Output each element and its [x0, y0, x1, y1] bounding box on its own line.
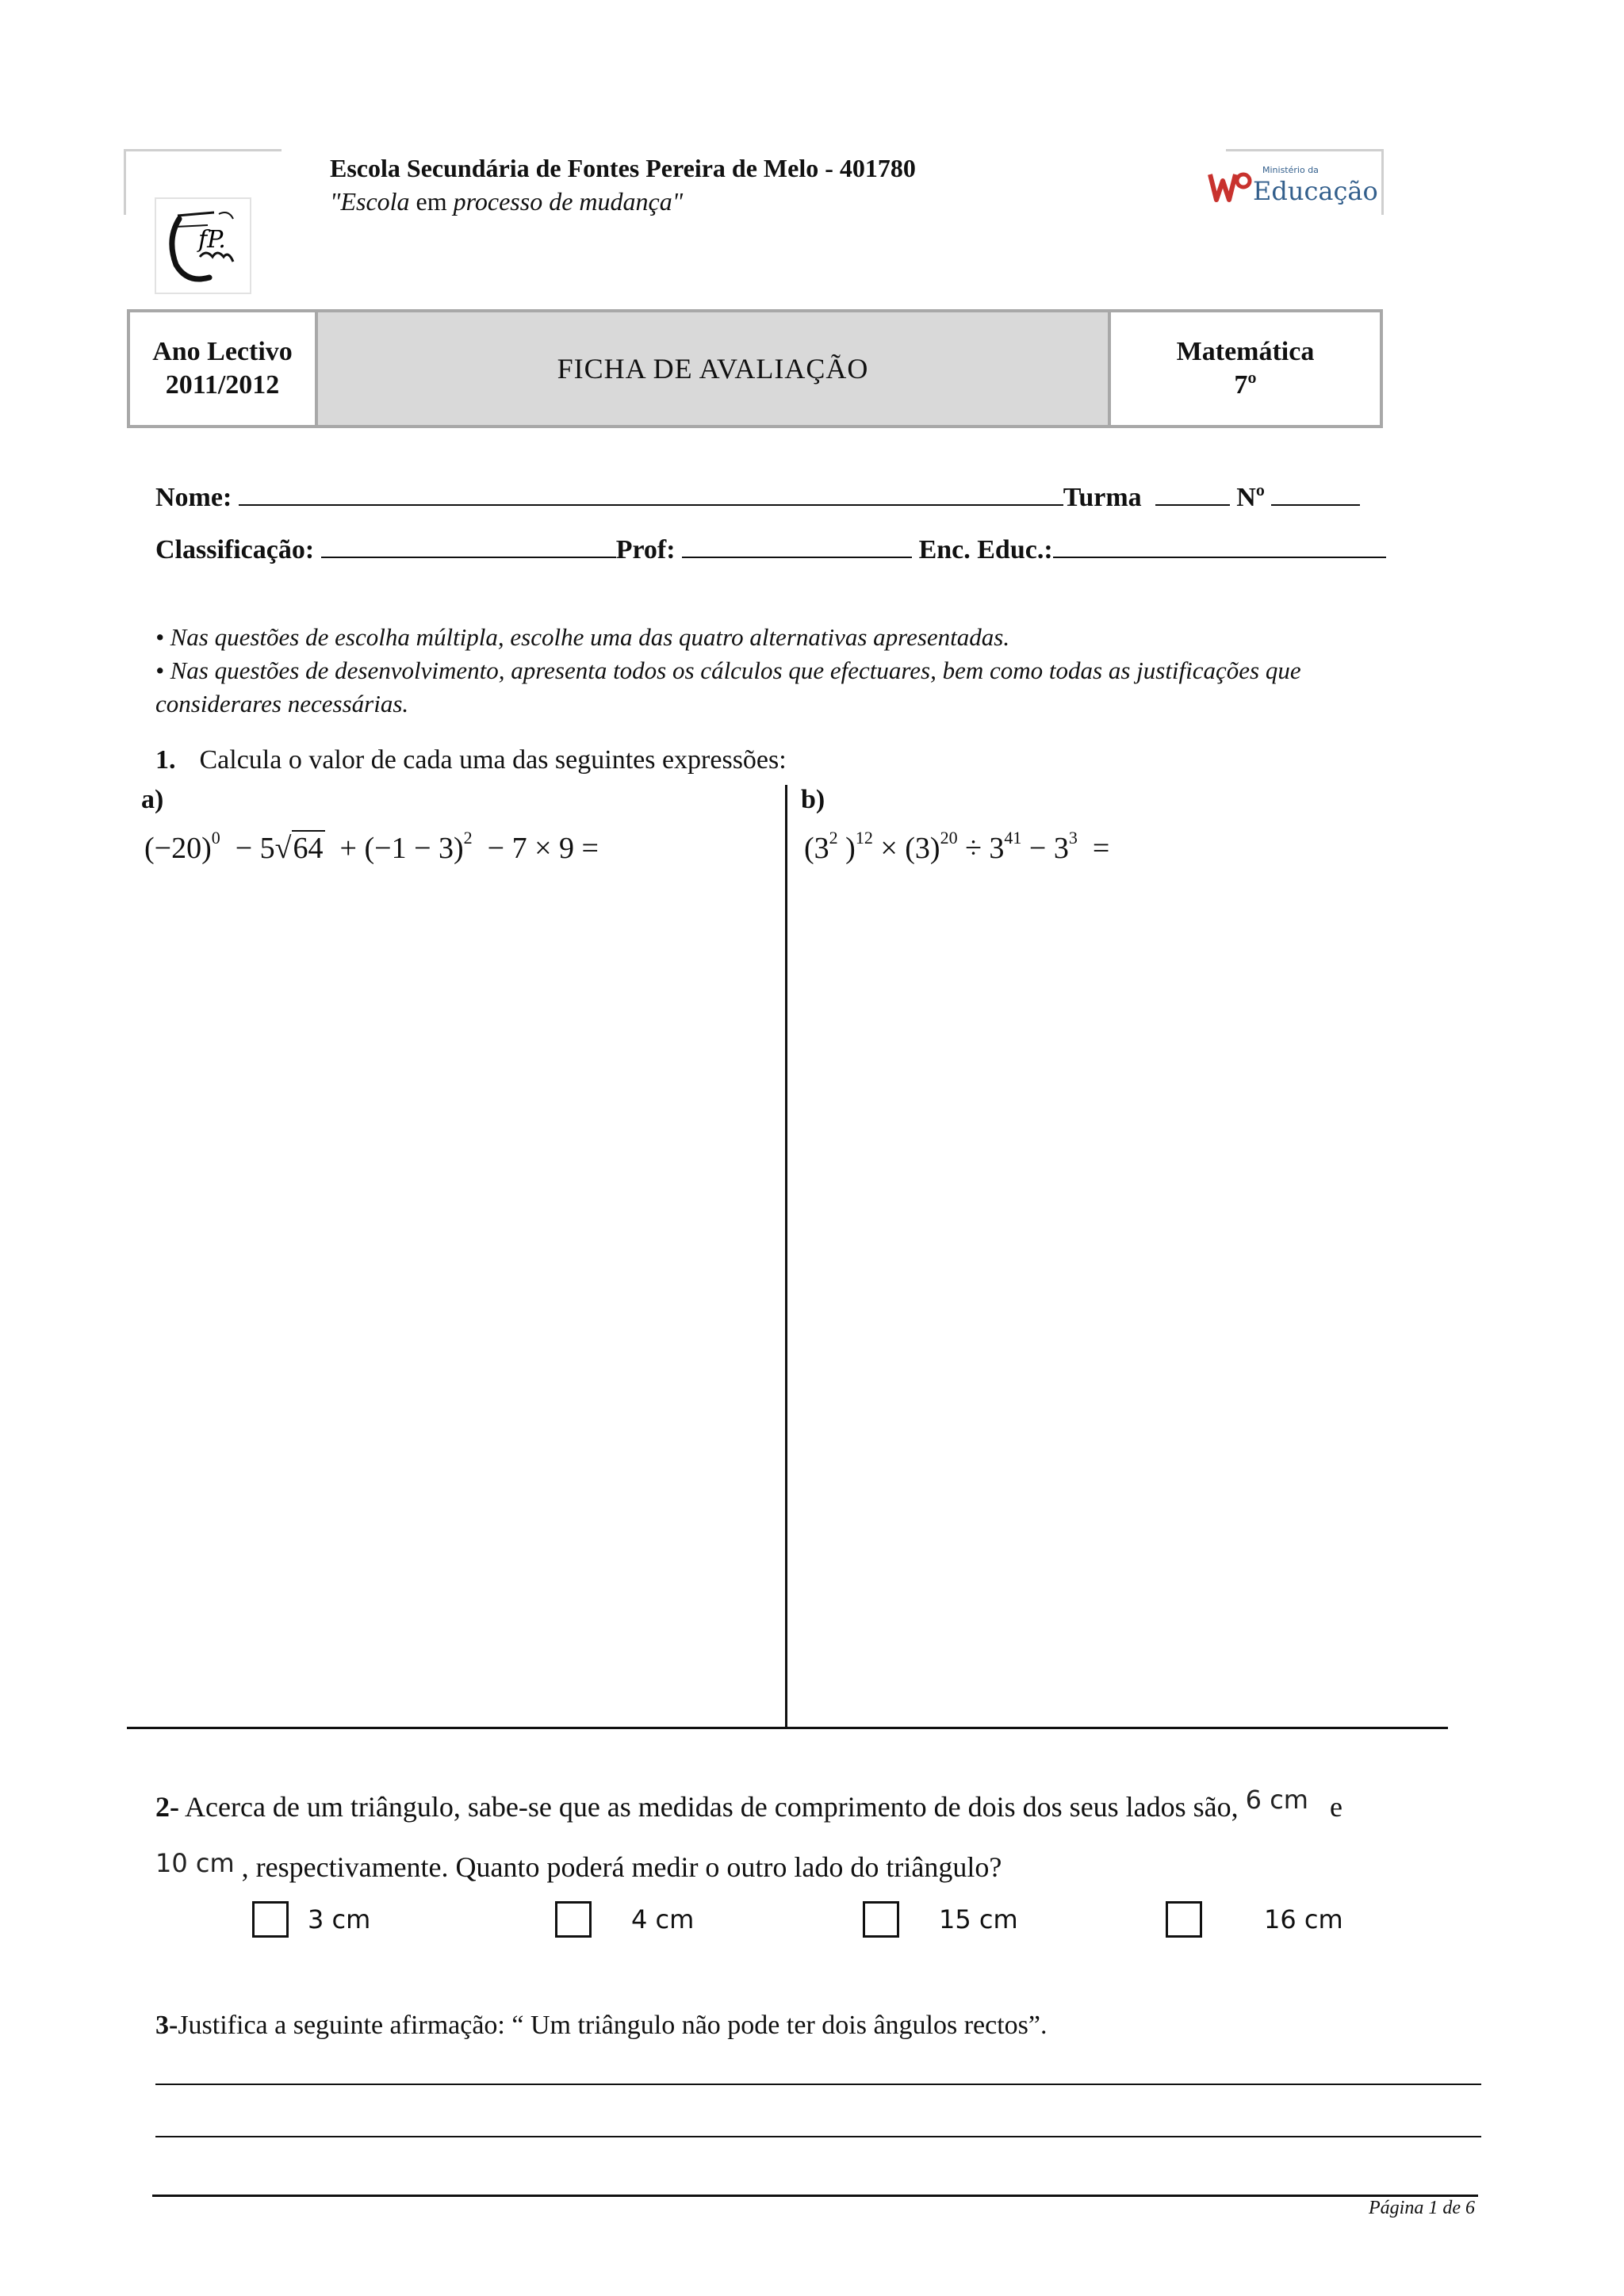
ministry-logo: [1202, 159, 1378, 214]
teacher-field[interactable]: [682, 534, 912, 558]
option-2-label: 4 cm: [631, 1904, 695, 1934]
option-2[interactable]: [555, 1901, 694, 1938]
option-1[interactable]: [252, 1901, 370, 1938]
school-motto: [330, 187, 683, 216]
name-field[interactable]: [239, 482, 1063, 506]
answer-line-1[interactable]: [155, 2084, 1481, 2085]
subject-name: Matemática: [1176, 337, 1315, 366]
logo-text: fP.: [198, 226, 226, 254]
classification-row: [155, 534, 1386, 565]
question-1-title: [155, 745, 787, 775]
option-1-label: 3 cm: [308, 1904, 371, 1934]
expression-b: ($3^2$ )$^{12} \times (3)^{20} \div 3^{41} - 3^3$ =: [804, 828, 1110, 865]
option-2-checkbox[interactable]: [555, 1901, 592, 1938]
grade-level: 7º: [1234, 370, 1257, 400]
info-table: [127, 309, 1383, 428]
classification-label: Classificação:: [155, 535, 315, 564]
option-1-checkbox[interactable]: [252, 1901, 289, 1938]
question-2-text-1: Acerca de um triângulo, sabe-se que as medidas de comprimento de dois dos seus lados são,: [185, 1791, 1239, 1823]
question-2-number: 2-: [155, 1791, 179, 1823]
footer-rule: [152, 2195, 1478, 2197]
bullet: •: [155, 656, 164, 684]
part-a-label: a): [141, 785, 164, 814]
guardian-field[interactable]: [1053, 534, 1386, 558]
number-field[interactable]: [1271, 482, 1360, 506]
conjunction: e: [1329, 1791, 1342, 1823]
option-4-checkbox[interactable]: [1166, 1901, 1202, 1938]
option-3-checkbox[interactable]: [863, 1901, 899, 1938]
name-label: Nome:: [155, 483, 232, 512]
instruction-2: [155, 656, 1301, 685]
question-3-number: 3-: [155, 2011, 178, 2040]
question-2-text-2: , respectivamente. Quanto poderá medir o outro lado do triângulo?: [241, 1851, 1002, 1883]
class-label: Turma: [1063, 483, 1142, 512]
instruction-3: considerares necessárias.: [155, 690, 409, 718]
school-year-label: Ano Lectivo: [152, 337, 293, 366]
page-of: de: [1442, 2198, 1461, 2218]
teacher-label: Prof:: [615, 535, 676, 564]
question-3: [155, 2011, 1047, 2041]
worksheet-title: FICHA DE AVALIAÇÃO: [318, 312, 1111, 425]
class-field[interactable]: [1155, 482, 1230, 506]
school-year-value: 2011/2012: [165, 370, 280, 400]
part-b-label: b): [801, 785, 825, 814]
page-number: [1369, 2198, 1475, 2219]
school-name: Escola Secundária de Fontes Pereira de Melo - 401780: [330, 154, 916, 182]
guardian-label: Enc. Educ.:: [918, 535, 1053, 564]
subject-cell: [1111, 312, 1380, 425]
answer-area-bottom-rule: [127, 1727, 1448, 1729]
motto-rest: processo de mudança": [453, 187, 684, 216]
answer-line-2[interactable]: [155, 2136, 1481, 2137]
name-row: [155, 482, 1360, 513]
question-2-line-1: [155, 1785, 1342, 1823]
answer-column-divider: [785, 785, 787, 1728]
side-length-2: 10 cm: [155, 1848, 235, 1878]
option-3-label: 15 cm: [939, 1904, 1018, 1934]
number-label: Nº: [1236, 483, 1265, 512]
page-label: Página: [1369, 2198, 1424, 2218]
ministry-prefix: Ministério da: [1262, 165, 1319, 175]
side-length-1: 6 cm: [1245, 1785, 1308, 1815]
motto-open: "Escola: [330, 187, 410, 216]
option-4-label: 16 cm: [1264, 1904, 1343, 1934]
school-logo: [152, 195, 254, 297]
ministry-name: Educação: [1253, 176, 1378, 206]
page-current: 1: [1428, 2198, 1438, 2218]
instruction-2-text: Nas questões de desenvolvimento, apresenta todos os cálculos que efectuares, bem como todas as justificações que: [170, 656, 1301, 684]
classification-field[interactable]: [321, 534, 616, 558]
page-total: 6: [1465, 2198, 1475, 2218]
instruction-1-text: Nas questões de escolha múltipla, escolhe uma das quatro alternativas apresentadas.: [170, 623, 1010, 651]
instruction-1: [155, 623, 1009, 652]
motto-mid: em: [409, 187, 454, 216]
question-3-text: Justifica a seguinte afirmação: “ Um triângulo não pode ter dois ângulos rectos”.: [178, 2011, 1048, 2040]
question-1-text: Calcula o valor de cada uma das seguintes expressões:: [199, 745, 787, 775]
school-year-cell: [130, 312, 318, 425]
option-3[interactable]: [863, 1901, 1018, 1938]
expression-a: $(-20)^0 - 5√64 + (-1 - 3)^2 - 7 \times 9$ =: [144, 828, 599, 865]
question-1-number: 1.: [155, 745, 176, 775]
option-4[interactable]: [1166, 1901, 1343, 1938]
bullet: •: [155, 623, 164, 651]
question-2-line-2: [155, 1850, 1002, 1884]
